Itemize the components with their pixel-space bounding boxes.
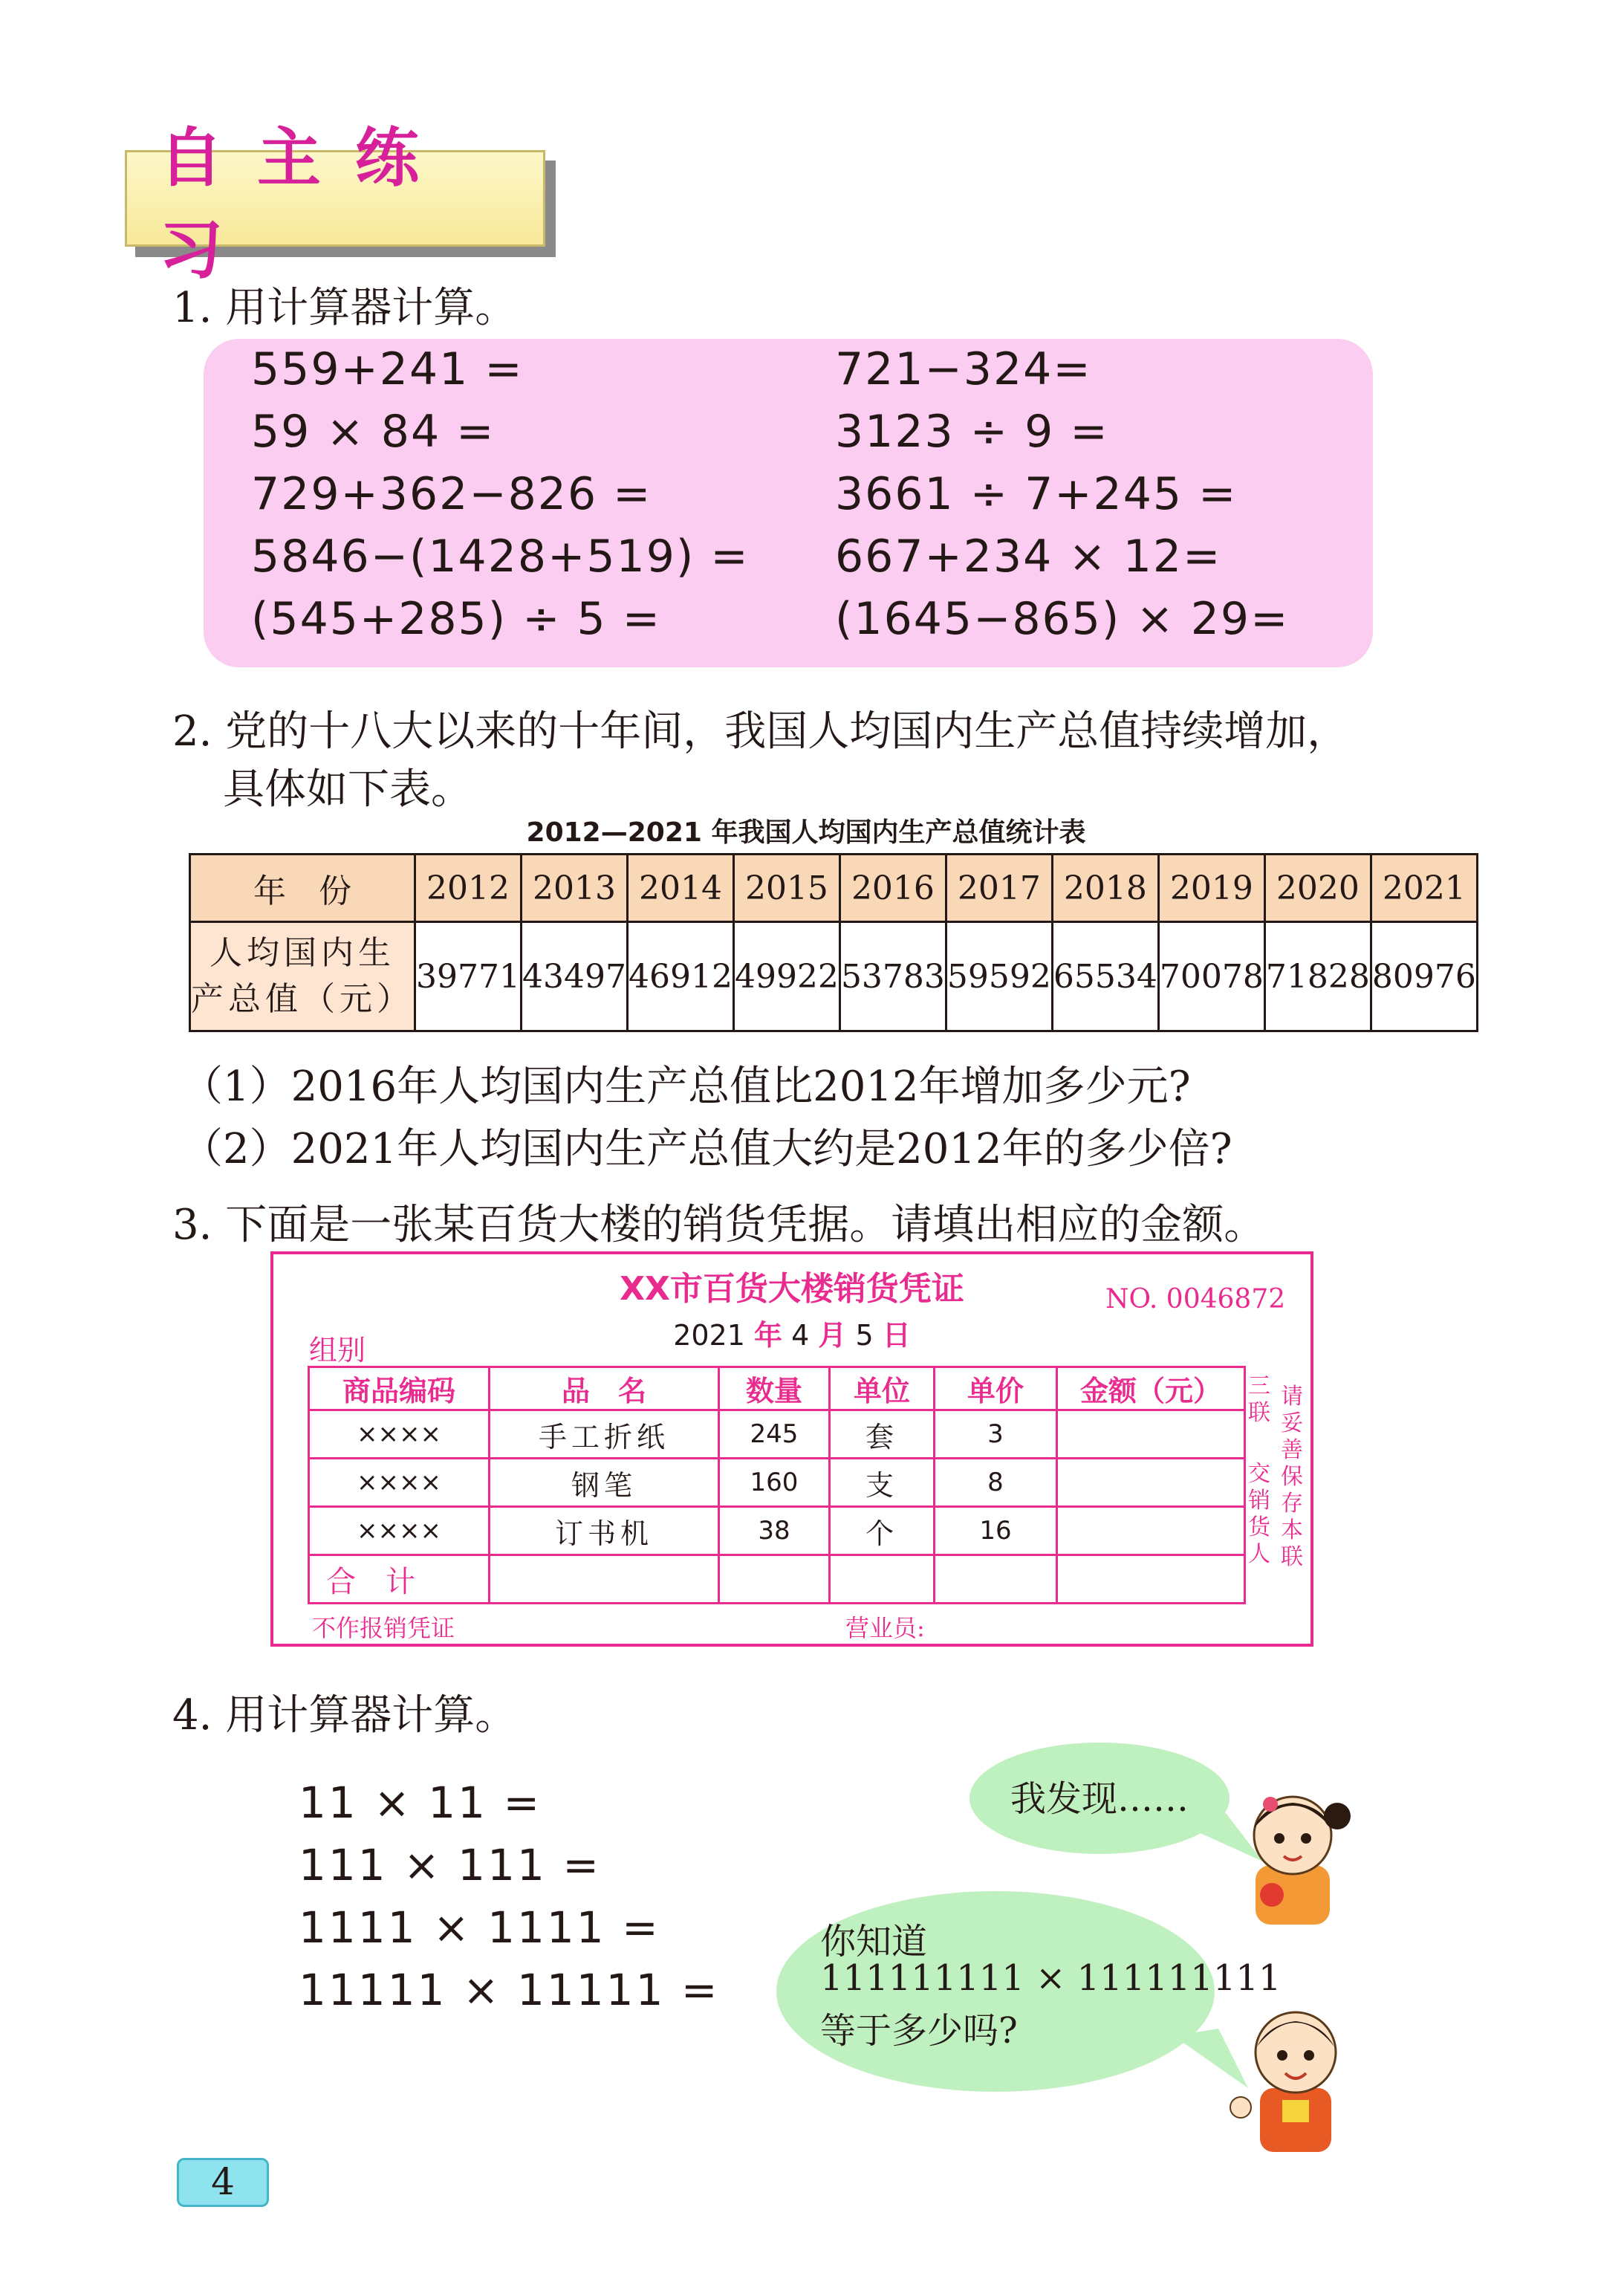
value-header bbox=[190, 922, 415, 1031]
calc-expr: 59 × 84 = bbox=[251, 406, 496, 458]
gdp-table bbox=[189, 853, 1478, 1032]
total-blank bbox=[719, 1555, 830, 1604]
gdp-value-row bbox=[190, 922, 1478, 1031]
receipt-number: NO. 0046872 bbox=[1105, 1284, 1286, 1315]
receipt-date-year: 2021 bbox=[673, 1319, 745, 1352]
item-unit: 个 bbox=[830, 1507, 935, 1555]
item-unit: 支 bbox=[830, 1459, 935, 1507]
value-cell: 65534 bbox=[1052, 922, 1158, 1031]
item-price: 8 bbox=[935, 1459, 1057, 1507]
receipt-row bbox=[309, 1459, 1245, 1507]
receipt-row bbox=[309, 1410, 1245, 1459]
receipt-header-row bbox=[309, 1367, 1245, 1410]
gdp-year-row bbox=[190, 855, 1478, 922]
value-cell: 46912 bbox=[627, 922, 733, 1031]
year-cell: 2012 bbox=[415, 855, 522, 922]
item-amount-blank[interactable] bbox=[1057, 1410, 1245, 1459]
col-header-price: 单价 bbox=[935, 1367, 1057, 1410]
q4-equation: 11111 × 11111 = bbox=[299, 1965, 720, 2015]
q2-sub1: （1）2016年人均国内生产总值比2012年增加多少元? bbox=[181, 1063, 1191, 1111]
item-unit: 套 bbox=[830, 1410, 935, 1459]
value-header-line1: 人均国内生 bbox=[210, 934, 395, 972]
q2-prompt-line1: 2. 党的十八大以来的十年间，我国人均国内生产总值持续增加， bbox=[172, 707, 1349, 756]
section-title: 自主练习 bbox=[159, 121, 453, 288]
receipt-date-month-unit: 月 bbox=[818, 1319, 847, 1352]
col-header-unit: 单位 bbox=[830, 1367, 935, 1410]
receipt-date-day-unit: 日 bbox=[882, 1319, 911, 1352]
receipt-group-label: 组别 bbox=[309, 1334, 366, 1367]
total-blank bbox=[490, 1555, 719, 1604]
col-header-qty: 数量 bbox=[719, 1367, 830, 1410]
year-cell: 2021 bbox=[1371, 855, 1477, 922]
q4-equation: 1111 × 1111 = bbox=[299, 1902, 660, 1953]
receipt-table bbox=[308, 1366, 1246, 1604]
calc-expr: 559+241 = bbox=[251, 343, 524, 395]
girl-bubble-text: 我发现…… bbox=[1010, 1778, 1189, 1820]
year-cell: 2019 bbox=[1158, 855, 1264, 922]
calc-expr: 729+362−826 = bbox=[251, 468, 652, 520]
item-name: 订书机 bbox=[490, 1507, 719, 1555]
receipt-footer-clerk: 营业员: bbox=[845, 1614, 925, 1642]
total-blank bbox=[830, 1555, 935, 1604]
year-cell: 2016 bbox=[839, 855, 946, 922]
item-code: ×××× bbox=[309, 1507, 490, 1555]
item-qty: 38 bbox=[719, 1507, 830, 1555]
value-header-line2: 产总值（元） bbox=[191, 980, 414, 1018]
boy-bubble-line3: 等于多少吗? bbox=[820, 2010, 1018, 2052]
item-name: 钢笔 bbox=[490, 1459, 719, 1507]
value-cell: 80976 bbox=[1371, 922, 1477, 1031]
total-blank bbox=[935, 1555, 1057, 1604]
item-amount-blank[interactable] bbox=[1057, 1459, 1245, 1507]
calc-expr: 3123 ÷ 9 = bbox=[835, 406, 1109, 458]
calc-expr: 667+234 × 12= bbox=[835, 531, 1222, 583]
receipt-date-year-unit: 年 bbox=[754, 1319, 783, 1352]
calc-expr: 721−324= bbox=[835, 343, 1092, 395]
item-qty: 160 bbox=[719, 1459, 830, 1507]
value-cell: 43497 bbox=[521, 922, 627, 1031]
calc-expr: (545+285) ÷ 5 = bbox=[251, 593, 662, 645]
calc-expr: 3661 ÷ 7+245 = bbox=[835, 468, 1238, 520]
year-cell: 2017 bbox=[946, 855, 1052, 922]
item-code: ×××× bbox=[309, 1410, 490, 1459]
receipt-row bbox=[309, 1507, 1245, 1555]
boy-bubble-line1: 你知道 bbox=[820, 1921, 928, 1962]
year-cell: 2013 bbox=[521, 855, 627, 922]
q2-sub2: （2）2021年人均国内生产总值大约是2012年的多少倍? bbox=[181, 1125, 1232, 1173]
value-cell: 59592 bbox=[946, 922, 1052, 1031]
q3-prompt: 3. 下面是一张某百货大楼的销货凭据。请填出相应的金额。 bbox=[172, 1201, 1266, 1249]
value-cell: 71828 bbox=[1264, 922, 1371, 1031]
calc-expr: 5846−(1428+519) = bbox=[251, 531, 750, 583]
q4-equation: 111 × 111 = bbox=[299, 1840, 601, 1890]
page-number: 4 bbox=[177, 2158, 269, 2207]
receipt-side-note-keep: 请 妥 善 保 存 本 联 bbox=[1281, 1384, 1303, 1570]
q2-prompt-line2: 具体如下表。 bbox=[223, 765, 472, 814]
receipt-date bbox=[270, 1312, 1313, 1353]
item-code: ×××× bbox=[309, 1459, 490, 1507]
receipt-footer-left: 不作报销凭证 bbox=[312, 1614, 455, 1642]
item-name: 手工折纸 bbox=[490, 1410, 719, 1459]
item-price: 3 bbox=[935, 1410, 1057, 1459]
item-amount-blank[interactable] bbox=[1057, 1507, 1245, 1555]
q1-prompt: 1. 用计算器计算。 bbox=[172, 284, 517, 332]
year-cell: 2015 bbox=[733, 855, 839, 922]
total-label: 合计 bbox=[309, 1555, 490, 1604]
value-cell: 70078 bbox=[1158, 922, 1264, 1031]
calc-expr: (1645−865) × 29= bbox=[835, 593, 1290, 645]
receipt-copy-label: 三 联 bbox=[1248, 1373, 1270, 1426]
year-header: 年 份 bbox=[190, 855, 415, 922]
value-cell: 39771 bbox=[415, 922, 522, 1031]
item-price: 16 bbox=[935, 1507, 1057, 1555]
year-cell: 2014 bbox=[627, 855, 733, 922]
col-header-name: 品 名 bbox=[490, 1367, 719, 1410]
total-amount-blank[interactable] bbox=[1057, 1555, 1245, 1604]
year-cell: 2020 bbox=[1264, 855, 1371, 922]
receipt-side-note-deliver: 交 销 货 人 bbox=[1248, 1461, 1270, 1567]
receipt-total-row bbox=[309, 1555, 1245, 1604]
col-header-amount: 金额（元） bbox=[1057, 1367, 1245, 1410]
col-header-code: 商品编码 bbox=[309, 1367, 490, 1410]
boy-bubble-line2: 111111111 × 111111111 bbox=[820, 1957, 1282, 1999]
value-cell: 49922 bbox=[733, 922, 839, 1031]
value-cell: 53783 bbox=[839, 922, 946, 1031]
item-qty: 245 bbox=[719, 1410, 830, 1459]
gdp-table-title: 2012—2021 年我国人均国内生产总值统计表 bbox=[526, 817, 1086, 848]
receipt-date-day: 5 bbox=[855, 1319, 874, 1352]
receipt-date-month: 4 bbox=[791, 1319, 810, 1352]
q4-equation: 11 × 11 = bbox=[299, 1777, 542, 1828]
q4-prompt: 4. 用计算器计算。 bbox=[172, 1691, 517, 1740]
year-cell: 2018 bbox=[1052, 855, 1158, 922]
receipt-title: XX市百货大楼销货凭证 bbox=[620, 1270, 964, 1308]
boy-illustration bbox=[1218, 1991, 1367, 2155]
